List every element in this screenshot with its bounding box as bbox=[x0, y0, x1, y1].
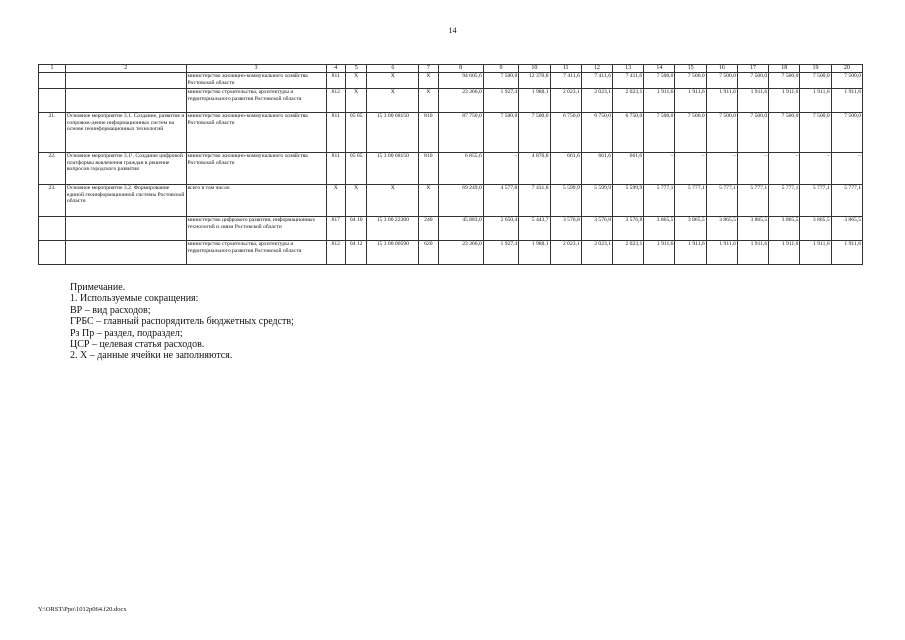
table-cell: 1 911,6 bbox=[706, 241, 737, 265]
table-cell: 5 599,9 bbox=[613, 185, 644, 217]
table-cell: 811 bbox=[326, 153, 345, 185]
table-cell: министерство жилищно-коммунального хозяйства Ростовской области bbox=[186, 153, 326, 185]
column-header: 15 bbox=[675, 65, 706, 73]
table-cell: 1 911,6 bbox=[644, 241, 675, 265]
column-header: 3 bbox=[186, 65, 326, 73]
table-cell: 6 750,0 bbox=[613, 113, 644, 153]
table-cell: 3 865,5 bbox=[800, 217, 831, 241]
column-header: 17 bbox=[737, 65, 768, 73]
column-header: 7 bbox=[419, 65, 438, 73]
table-cell: 7 500,0 bbox=[831, 113, 862, 153]
table-cell: X bbox=[326, 185, 345, 217]
table-cell: 7 500,0 bbox=[831, 73, 862, 89]
table-row bbox=[39, 73, 863, 89]
column-header: 14 bbox=[644, 65, 675, 73]
table-cell: 811 bbox=[326, 113, 345, 153]
table-cell: 7 500,0 bbox=[675, 73, 706, 89]
table-cell: 2 023,1 bbox=[581, 89, 612, 113]
table-cell: 7 500,0 bbox=[675, 113, 706, 153]
note-line: 2. X – данные ячейки не заполняются. bbox=[70, 350, 233, 362]
table-cell: 15 3 00 00590 bbox=[367, 241, 419, 265]
table-cell: 87 750,0 bbox=[438, 113, 483, 153]
note-line: ЦСР – целевая статья расходов. bbox=[70, 339, 205, 351]
table-cell: 7 500,0 bbox=[769, 73, 800, 89]
table-cell: 21. bbox=[39, 113, 66, 153]
table-cell bbox=[65, 73, 186, 89]
table-cell: 7 500,0 bbox=[519, 113, 550, 153]
table-cell: – bbox=[769, 153, 800, 185]
page-number: 14 bbox=[448, 26, 457, 35]
column-header: 4 bbox=[326, 65, 345, 73]
table-cell: 2 023,1 bbox=[613, 89, 644, 113]
table-cell: 22. bbox=[39, 153, 66, 185]
table-row bbox=[39, 113, 863, 153]
table-cell: X bbox=[345, 73, 367, 89]
table-cell: 5 777,1 bbox=[737, 185, 768, 217]
table-cell: 05 05 bbox=[345, 113, 367, 153]
table-cell: 6 750,0 bbox=[581, 113, 612, 153]
table-cell: 1 911,6 bbox=[800, 241, 831, 265]
table-cell: 4 577,8 bbox=[483, 185, 519, 217]
table-cell: 2 023,1 bbox=[613, 241, 644, 265]
budget-table bbox=[38, 64, 863, 265]
table-cell: 2 023,1 bbox=[550, 241, 581, 265]
column-header: 2 bbox=[65, 65, 186, 73]
table-cell: X bbox=[419, 89, 438, 113]
table-cell: 3 576,8 bbox=[613, 217, 644, 241]
table-cell: 1 988,1 bbox=[519, 89, 550, 113]
table-cell: 5 777,1 bbox=[831, 185, 862, 217]
table-cell: 3 865,5 bbox=[737, 217, 768, 241]
table-cell: 1 911,6 bbox=[675, 241, 706, 265]
table-cell bbox=[65, 89, 186, 113]
table-cell: 7 500,0 bbox=[737, 73, 768, 89]
table-cell: X bbox=[367, 73, 419, 89]
table-cell: 04 12 bbox=[345, 241, 367, 265]
table-cell bbox=[39, 241, 66, 265]
table-cell: 69 249,0 bbox=[438, 185, 483, 217]
table-cell: 15 3 00 22380 bbox=[367, 217, 419, 241]
table-cell: 7 411,6 bbox=[581, 73, 612, 89]
table-cell: X bbox=[419, 185, 438, 217]
table-cell: X bbox=[367, 89, 419, 113]
column-header: 20 bbox=[831, 65, 862, 73]
table-cell: министерство строительства, архитектуры и территориального развития Ростовской области bbox=[186, 241, 326, 265]
table-cell: 1 911,6 bbox=[706, 89, 737, 113]
notes-title: Примечание. bbox=[70, 282, 126, 293]
table-cell: 620 bbox=[419, 241, 438, 265]
table-cell: 3 865,5 bbox=[769, 217, 800, 241]
file-path-footer: Y:\ORST\Ppo\1012p064.f20.docx bbox=[38, 606, 127, 613]
table-cell: X bbox=[345, 89, 367, 113]
table-cell: 7 500,0 bbox=[644, 113, 675, 153]
note-line: ГРБС – главный распорядитель бюджетных средств; bbox=[70, 316, 294, 328]
table-cell: 5 443,7 bbox=[519, 217, 550, 241]
table-cell: 1 911,6 bbox=[769, 241, 800, 265]
table-cell: 3 865,5 bbox=[644, 217, 675, 241]
column-header: 16 bbox=[706, 65, 737, 73]
table-cell: Основное мероприятие 3.1. Создание, развитие и сопровож-дение информационных систем на основе геоинформационных технологий bbox=[65, 113, 186, 153]
table-cell: 5 599,9 bbox=[581, 185, 612, 217]
table-cell: 7 500,0 bbox=[737, 113, 768, 153]
table-cell: 811 bbox=[326, 73, 345, 89]
table-cell: – bbox=[737, 153, 768, 185]
table-cell: 661,6 bbox=[581, 153, 612, 185]
table-cell: X bbox=[345, 185, 367, 217]
table-cell: 1 911,6 bbox=[800, 89, 831, 113]
table-cell: Основное мероприятие 3.2. Формирование единой геоинформационной системы Ростовской области bbox=[65, 185, 186, 217]
table-cell: 7 500,0 bbox=[769, 113, 800, 153]
table-cell: 5 777,1 bbox=[800, 185, 831, 217]
note-line: ВР – вид расходов; bbox=[70, 304, 151, 316]
table-row bbox=[39, 241, 863, 265]
table-cell: 7 411,6 bbox=[613, 73, 644, 89]
table-cell: 3 576,8 bbox=[581, 217, 612, 241]
column-header: 5 bbox=[345, 65, 367, 73]
table-cell: 5 599,9 bbox=[550, 185, 581, 217]
table-cell: 1 911,6 bbox=[644, 89, 675, 113]
table-cell: 812 bbox=[326, 241, 345, 265]
table-cell: 2 023,1 bbox=[581, 241, 612, 265]
table-cell: 1 911,6 bbox=[831, 89, 862, 113]
table-row bbox=[39, 185, 863, 217]
table-cell: 15 3 00 68150 bbox=[367, 153, 419, 185]
table-cell: – bbox=[644, 153, 675, 185]
table-cell: – bbox=[675, 153, 706, 185]
table-cell: 1 911,6 bbox=[675, 89, 706, 113]
table-cell: 1 911,6 bbox=[737, 241, 768, 265]
table-row bbox=[39, 217, 863, 241]
table-cell: 817 bbox=[326, 217, 345, 241]
notes-block bbox=[70, 282, 294, 362]
table-cell: 7 500,0 bbox=[483, 113, 519, 153]
table-cell: министерство жилищно-коммунального хозяйства Ростовской области bbox=[186, 73, 326, 89]
column-header: 19 bbox=[800, 65, 831, 73]
table-cell: министерство строительства, архитектуры и территориального развития Ростовской области bbox=[186, 89, 326, 113]
table-cell: 2 650,4 bbox=[483, 217, 519, 241]
column-header: 9 bbox=[483, 65, 519, 73]
table-cell: – bbox=[800, 153, 831, 185]
table-cell: министерство жилищно-коммунального хозяйства Ростовской области bbox=[186, 113, 326, 153]
table-cell: 12 370,8 bbox=[519, 73, 550, 89]
table-cell: 23 366,0 bbox=[438, 241, 483, 265]
table-cell bbox=[65, 217, 186, 241]
table-cell: 7 500,0 bbox=[706, 73, 737, 89]
table-cell: 661,6 bbox=[613, 153, 644, 185]
table-cell: 810 bbox=[419, 113, 438, 153]
table-cell: 3 865,5 bbox=[675, 217, 706, 241]
table-cell bbox=[39, 73, 66, 89]
table-cell: X bbox=[419, 73, 438, 89]
table-cell: 661,6 bbox=[550, 153, 581, 185]
table-cell: 45 883,0 bbox=[438, 217, 483, 241]
table-cell bbox=[39, 217, 66, 241]
table-cell: 5 777,1 bbox=[644, 185, 675, 217]
column-header: 8 bbox=[438, 65, 483, 73]
table-cell: 3 576,8 bbox=[550, 217, 581, 241]
table-cell: 240 bbox=[419, 217, 438, 241]
table-cell: – bbox=[706, 153, 737, 185]
table-row bbox=[39, 153, 863, 185]
table-cell: 04 10 bbox=[345, 217, 367, 241]
column-header: 18 bbox=[769, 65, 800, 73]
table-cell: 7 411,6 bbox=[550, 73, 581, 89]
table-cell: 7 500,0 bbox=[483, 73, 519, 89]
column-header: 12 bbox=[581, 65, 612, 73]
table-cell: 4 870,8 bbox=[519, 153, 550, 185]
table-cell: 23. bbox=[39, 185, 66, 217]
table-cell bbox=[65, 241, 186, 265]
table-cell: 3 865,5 bbox=[831, 217, 862, 241]
column-header: 11 bbox=[550, 65, 581, 73]
table-cell: всего в том числе: bbox=[186, 185, 326, 217]
note-line: Рз Пр – раздел, подраздел; bbox=[70, 327, 183, 339]
table-cell: 7 500,0 bbox=[800, 113, 831, 153]
table-cell: 1 911,6 bbox=[769, 89, 800, 113]
table-cell: 1 927,4 bbox=[483, 241, 519, 265]
table-cell: 94 605,6 bbox=[438, 73, 483, 89]
table-cell: 812 bbox=[326, 89, 345, 113]
table-row bbox=[39, 89, 863, 113]
table-cell bbox=[39, 89, 66, 113]
table-cell: 1 988,1 bbox=[519, 241, 550, 265]
table-header-row bbox=[39, 65, 863, 73]
table-cell: 7 500,0 bbox=[644, 73, 675, 89]
table-cell: – bbox=[831, 153, 862, 185]
column-header: 6 bbox=[367, 65, 419, 73]
table-cell: 5 777,1 bbox=[769, 185, 800, 217]
table-cell: 6 750,0 bbox=[550, 113, 581, 153]
table-cell: 1 911,6 bbox=[831, 241, 862, 265]
table-cell: 23 366,0 bbox=[438, 89, 483, 113]
table-cell: Основное мероприятие 3.1¹. Создание цифровой платформы вовлечения граждан в решение вопросов городского развития bbox=[65, 153, 186, 185]
column-header: 10 bbox=[519, 65, 550, 73]
table-cell: 1 927,4 bbox=[483, 89, 519, 113]
table-cell: 15 3 00 68150 bbox=[367, 113, 419, 153]
note-line: 1. Используемые сокращения: bbox=[70, 293, 199, 305]
table-cell: 7 500,0 bbox=[800, 73, 831, 89]
table-cell: 7 500,0 bbox=[706, 113, 737, 153]
table-cell: 6 855,6 bbox=[438, 153, 483, 185]
column-header: 13 bbox=[613, 65, 644, 73]
table-cell: министерство цифрового развития, информационных технологий и связи Ростовской области bbox=[186, 217, 326, 241]
table-cell: 7 431,8 bbox=[519, 185, 550, 217]
table-cell: 5 777,1 bbox=[675, 185, 706, 217]
table-cell: 05 05 bbox=[345, 153, 367, 185]
table-cell: 5 777,1 bbox=[706, 185, 737, 217]
column-header: 1 bbox=[39, 65, 66, 73]
table-cell: X bbox=[367, 185, 419, 217]
table-cell: 1 911,6 bbox=[737, 89, 768, 113]
table-cell: 810 bbox=[419, 153, 438, 185]
table-cell: – bbox=[483, 153, 519, 185]
table-cell: 2 023,1 bbox=[550, 89, 581, 113]
table-cell: 3 865,5 bbox=[706, 217, 737, 241]
